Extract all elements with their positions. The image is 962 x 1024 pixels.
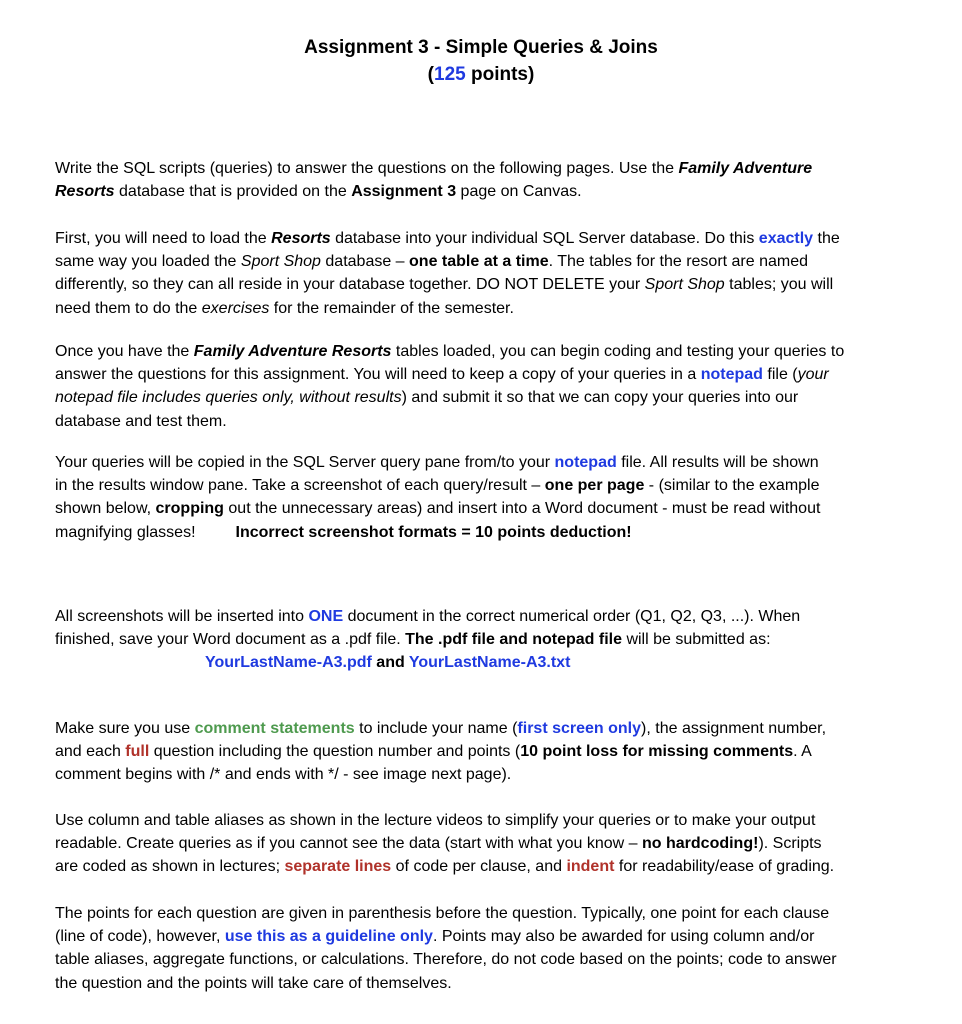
pdf-filename: YourLastName-A3.pdf xyxy=(205,654,372,672)
paragraph-aliases: Use column and table aliases as shown in the lecture videos to simplify your queries or to make your output readable. Create queries as if you cannot see the data (start with what you know – no hardcoding!). Scripts are coded as shown in lectures; separate lines of code per clause, and indent for readability/ease of grading. xyxy=(55,812,835,876)
deduction-warning: Incorrect screenshot formats = 10 points deduction! xyxy=(235,523,632,541)
paragraph-screenshots: Your queries will be copied in the SQL Server query pane from/to your notepad file. All results will be shown in the results window pane. Take a screenshot of each query/result – one per page - (similar to the example shown below, cropping out the unnecessary areas) and insert into a Word document - must be read without magnifying glasses! Incorrect screenshot formats = 10 points deduction! xyxy=(55,454,821,541)
paragraph-points: The points for each question are given in parenthesis before the question. Typically, one point for each clause (line of code), however, use this as a guideline only. Points may also be awarded for using column and/or table aliases, aggregate functions, or calculations. Therefore, do not code based on the points; code to answer the question and the points will take care of themselves. xyxy=(55,905,837,992)
txt-filename: YourLastName-A3.txt xyxy=(408,654,571,672)
title-line: Assignment 3 - Simple Queries & Joins xyxy=(304,37,658,58)
paragraph-load-database: First, you will need to load the Resorts database into your individual SQL Server database. Do this exactly the same way you loaded the Sport Shop database – one table at a time. The tables for the resort are named differently, so they can all reside in your database together. DO NOT DELETE your Sport Shop tables; you will need them to do the exercises for the remainder of the semester. xyxy=(55,230,840,317)
paragraph-notepad: Once you have the Family Adventure Resorts tables loaded, you can begin coding and testing your queries to answer the questions for this assignment. You will need to keep a copy of your queries in a notepad file (your notepad file includes queries only, without results) and submit it so that we can copy your queries into our database and test them. xyxy=(55,343,845,430)
paragraph-comments: Make sure you use comment statements to include your name (first screen only), the assignment number, and each full question including the question number and points (10 point loss for missing comments. A comment begins with /* and ends with */ - see image next page). xyxy=(55,720,827,784)
document-title xyxy=(0,34,962,88)
paragraph-submission: All screenshots will be inserted into ONE document in the correct numerical order (Q1, Q2, Q3, ...). When finished, save your Word document as a .pdf file. The .pdf file and notepad file will be submitted as: YourLastName-A3.pdf and YourLastName-A3.txt xyxy=(55,608,801,672)
points-value: 125 xyxy=(434,64,466,85)
points-line: (125 points) xyxy=(427,64,535,85)
paragraph-intro: Write the SQL scripts (queries) to answer the questions on the following pages. Use the Family Adventure Resorts database that is provided on the Assignment 3 page on Canvas. xyxy=(55,160,813,201)
